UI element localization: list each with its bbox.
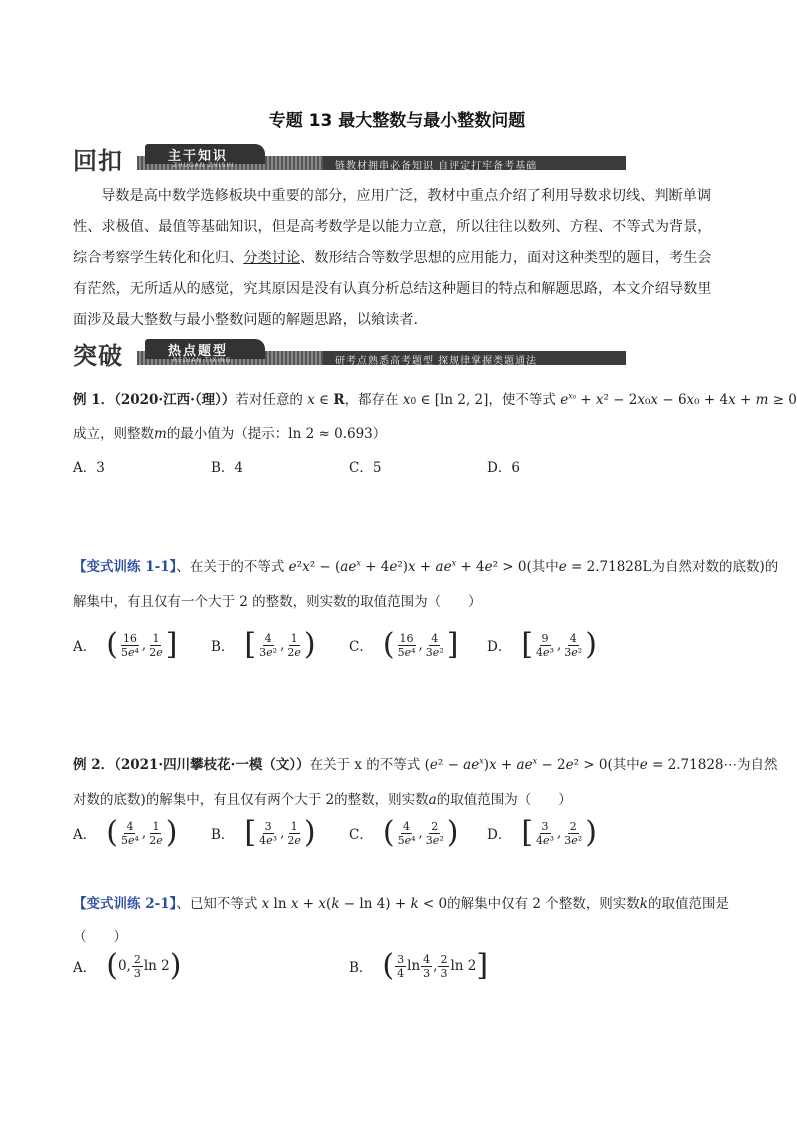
- example-2-option-b[interactable]: B． [ $\frac{3}{\text{4e³}}$ , $\frac{1}{2e}$ ): [211, 815, 316, 850]
- text: 成立，则整数: [73, 426, 154, 442]
- section-banner-review: [73, 146, 626, 176]
- math: [: [244, 627, 257, 662]
- intro-text-1: 导数是高中数学选修板块中重要的部分，应用广泛，教材中重点介绍了利用导数求切线、判断单调性、求极值、最值等基础知识，但是高考数学是以能力立意，所以往往以数列、方程、不等式为背景，综合考察学生转化和化归、: [73, 188, 712, 266]
- option-label: A．: [73, 960, 97, 976]
- inequality-3: $(e^2 - ae^x)x + ae^x - 2e^2 > 0$: [424, 756, 608, 773]
- text: 的取值范围为（ ）: [436, 792, 572, 808]
- text: 的取值范围是: [647, 896, 729, 912]
- math: ): [165, 815, 178, 850]
- math: [: [521, 815, 534, 850]
- math: (: [106, 627, 118, 662]
- math: ]: [165, 627, 178, 662]
- banner-tagline: 研考点熟悉高考题型 探规律掌握类题通法: [335, 356, 538, 367]
- variant-1-1-line-2: 解集中，有且仅有一个大于 2 的整数，则实数的取值范围为（ ）: [73, 594, 482, 610]
- math: $\frac{1}{2e}$: [287, 631, 301, 659]
- text: (其中: [607, 757, 640, 773]
- option-label: A．: [73, 827, 97, 843]
- math: ∈ [ln 2, 2]: [416, 392, 489, 408]
- variant-1-1-option-b[interactable]: B． [ $\frac{4}{\text{3e²}}$ , $\frac{1}{2e}$ ): [211, 627, 316, 662]
- page-title: 专题 13 最大整数与最小整数问题: [268, 111, 526, 131]
- intro-text-2: 、数形结合等数学思想的应用能力，面对这种类型的题目，考生会有茫然，无所适从的感觉，究其原因是没有认真分析总结这种题目的特点和解题思路，本文介绍导数里面涉及最大整数与最小整数问题的解题思路，以飨读者.: [73, 250, 712, 328]
- variant-2-1-option-a[interactable]: [73, 948, 182, 983]
- math: $\frac{4}{\text{5e⁴}}$: [120, 819, 139, 847]
- math: e = 2.71828⋯: [639, 757, 738, 773]
- math: $\frac{9}{\text{4e³}}$: [536, 631, 554, 659]
- variant-1-1-label: 【变式训练 1-1】: [73, 559, 177, 575]
- text: 为自然: [737, 757, 778, 773]
- variant-1-1-line-1: [73, 555, 778, 575]
- math: $\frac{4}{\text{5e⁴}}$: [397, 819, 416, 847]
- math: a: [428, 792, 437, 808]
- text: ，都存在: [344, 392, 399, 408]
- math: ]: [446, 627, 459, 662]
- math: $\frac{16}{\text{5e⁴}}$: [397, 631, 416, 659]
- math: (: [382, 948, 395, 983]
- banner-heading: 回扣: [73, 146, 123, 175]
- math: $\frac{4}{\text{3e²}}$: [425, 631, 444, 659]
- example-2-option-a[interactable]: A． ( $\frac{4}{\text{5e⁴}}$ , $\frac{1}{2e}$ ): [73, 815, 178, 850]
- variant-2-1-line-1: [73, 892, 729, 912]
- banner-tagline: 链教材拥串必备知识 自评定打牢备考基础: [335, 161, 538, 172]
- math: k: [639, 896, 648, 912]
- option-label: B．: [211, 827, 235, 843]
- example-1-option-d[interactable]: D．6: [487, 460, 520, 476]
- option-label: A．: [73, 639, 97, 655]
- math: e = 2.71828L: [558, 559, 652, 575]
- example-2-line-1: [73, 753, 778, 773]
- math: $\frac{4}{\text{3e²}}$: [259, 631, 278, 659]
- example-1-option-b[interactable]: B．4: [211, 460, 244, 476]
- math: ∈ R: [314, 392, 345, 408]
- variant-1-1-option-a[interactable]: A． ( $\frac{16}{\text{5e⁴}}$ , $\frac{1}{2e}$ ]: [73, 627, 178, 662]
- math: [: [244, 815, 257, 850]
- variant-2-1-line-2: （ ）: [73, 929, 127, 945]
- section-banner-breakthrough: [73, 341, 626, 371]
- variant-2-1-label: 【变式训练 2-1】: [73, 896, 177, 912]
- math: $\frac{3}{4}$: [397, 952, 405, 980]
- math: $\frac{3}{\text{4e³}}$: [259, 819, 278, 847]
- math: $\frac{1}{2e}$: [287, 819, 301, 847]
- banner-heading: 突破: [73, 341, 123, 370]
- math: x: [402, 392, 411, 408]
- option-label: C．: [349, 639, 373, 655]
- math: 0,: [117, 958, 131, 974]
- math: $\frac{16}{\text{5e⁴}}$: [120, 631, 139, 659]
- math: (: [382, 815, 395, 850]
- math: (: [382, 627, 395, 662]
- option-label: C．: [349, 827, 373, 843]
- math: ): [303, 627, 316, 662]
- math: ,: [433, 958, 438, 974]
- example-2-line-2: [73, 788, 572, 808]
- math: ): [585, 627, 597, 662]
- inequality-4: x ln x + x(k − ln 4) + k < 0: [261, 896, 448, 912]
- example-1-line-1: [73, 388, 797, 408]
- math: $\frac{2}{\text{3e²}}$: [564, 819, 583, 847]
- text: 的解集中仅有 2 个整数，则实数: [447, 896, 640, 912]
- variant-2-1-option-b[interactable]: [349, 948, 489, 983]
- option-label: D．: [487, 827, 512, 843]
- math: $\frac{2}{\text{3e²}}$: [425, 819, 444, 847]
- option-label: D．: [487, 639, 512, 655]
- math: ln 2: [143, 958, 170, 974]
- math: $\frac{2}{3}$: [440, 952, 448, 980]
- text: 为自然对数的底数)的: [651, 559, 779, 575]
- example-1-label: 例 1．（2020·江西·（理））: [73, 392, 236, 408]
- math: m: [154, 426, 167, 442]
- math: x: [307, 392, 315, 408]
- math: [: [521, 627, 534, 662]
- option-label: B．: [211, 639, 235, 655]
- intro-paragraph: [73, 181, 723, 336]
- example-1-option-a[interactable]: A．3: [73, 460, 105, 476]
- math: $\frac{1}{2e}$: [149, 631, 163, 659]
- banner-subtitle-pinyin: ZHUGAN ZHISHI: [173, 162, 235, 169]
- banner-subtitle: 主干知识: [168, 149, 229, 164]
- example-1-option-c[interactable]: C．5: [349, 460, 382, 476]
- banner-subtitle-pinyin: REDIAN TIXING: [173, 357, 232, 364]
- math: $\frac{4}{\text{3e²}}$: [564, 631, 583, 659]
- math: $\frac{4}{3}$: [423, 952, 431, 980]
- math: 0: [410, 397, 417, 407]
- intro-link-classification[interactable]: 分类讨论: [243, 250, 301, 266]
- math: $\frac{3}{\text{4e³}}$: [536, 819, 554, 847]
- math: $\frac{1}{2e}$: [149, 819, 163, 847]
- example-2-option-c[interactable]: C． ( $\frac{4}{\text{5e⁴}}$ , $\frac{2}{\text{3e²}}$ ): [349, 815, 459, 850]
- example-1-line-2: [73, 422, 386, 442]
- text: (其中: [526, 559, 559, 575]
- math: (: [106, 948, 118, 983]
- inequality-2: $e^2x^2 - (ae^x + 4e^2)x + ae^x + 4e^2 > 0$: [288, 558, 527, 575]
- math: $\frac{2}{3}$: [133, 952, 141, 980]
- text: 对数的底数)的解集中，有且仅有两个大于 2的整数，则实数: [73, 792, 429, 808]
- banner-subtitle: 热点题型: [168, 344, 229, 359]
- example-2-label: 例 2．（2021·四川攀枝花·一模（文））: [73, 757, 310, 773]
- math: ln 2: [450, 958, 477, 974]
- math: ): [585, 815, 597, 850]
- option-label: B．: [349, 960, 373, 976]
- text: ，使不等式: [488, 392, 556, 408]
- math: ): [303, 815, 316, 850]
- math: ): [169, 948, 182, 983]
- example-2-option-d[interactable]: D． [ $\frac{3}{\text{4e³}}$ , $\frac{2}{\text{3e²}}$ ): [487, 815, 597, 850]
- text: 、在关于的不等式: [176, 559, 285, 575]
- text: 在关于 x 的不等式: [309, 757, 421, 773]
- variant-1-1-option-c[interactable]: C． ( $\frac{16}{\text{5e⁴}}$ , $\frac{4}{\text{3e²}}$ ]: [349, 627, 459, 662]
- inequality-1: $e^{x_0} + x^2 - 2x_0x - 6x_0 + 4x + m \ge 0$: [560, 391, 797, 408]
- text: 的最小值为（提示：ln 2 ≈ 0.693）: [166, 426, 387, 442]
- math: ]: [476, 948, 489, 983]
- math: (: [106, 815, 118, 850]
- math: ): [446, 815, 459, 850]
- text: 若对任意的: [235, 392, 303, 408]
- variant-1-1-option-d[interactable]: D． [ $\frac{9}{\text{4e³}}$ , $\frac{4}{\text{3e²}}$ ): [487, 627, 597, 662]
- text: 、已知不等式: [176, 896, 258, 912]
- math: ln: [407, 958, 421, 974]
